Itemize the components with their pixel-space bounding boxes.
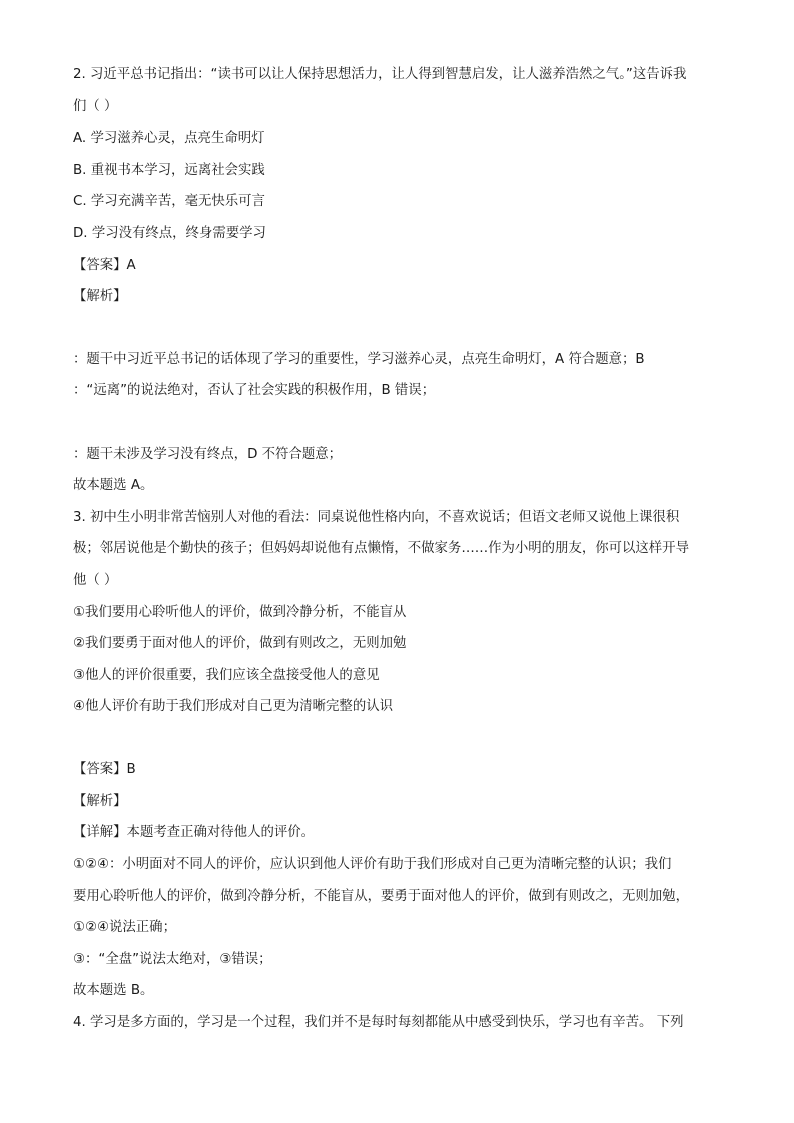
q3-detail-line1: 【详解】本题考查正确对待他人的评价。 — [73, 825, 315, 840]
q2-detail-line5: ：题干未涉及学习没有终点，D 不符合题意； — [73, 447, 342, 462]
q3-answer: 【答案】B — [73, 762, 136, 777]
q3-detail-line3: 要用心聆听他人的评价，做到冷静分析，不能盲从，要勇于面对他人的评价，做到有则改之，无则加勉， — [73, 889, 689, 904]
q2-conclusion: 故本题选 A。 — [73, 478, 154, 493]
q2-stem-line1: 2. 习近平总书记指出：“读书可以让人保持思想活力，让人得到智慧启发，让人滋养浩然之气。”这告诉我 — [73, 67, 687, 82]
q2-analysis-label: 【解析】 — [73, 289, 127, 304]
q2-option-b: B. 重视书本学习，远离社会实践 — [73, 163, 265, 178]
q2-option-d: D. 学习没有终点，终身需要学习 — [73, 226, 266, 241]
q2-detail-line3: ：“远离”的说法绝对，否认了社会实践的积极作用，B 错误； — [73, 383, 436, 398]
q3-stem-line2: 极；邻居说他是个勤快的孩子；但妈妈却说他有点懒惰，不做家务……作为小明的朋友，你可以这样开导 — [73, 541, 689, 556]
q2-option-c: C. 学习充满辛苦，毫无快乐可言 — [73, 194, 265, 209]
q2-detail-line2: ：题干中习近平总书记的话体现了学习的重要性，学习滋养心灵，点亮生命明灯，A 符合题意；B — [73, 352, 645, 367]
q3-detail-line2: ①②④：小明面对不同人的评价，应认识到他人评价有助于我们形成对自己更为清晰完整的认识；我们 — [73, 857, 672, 872]
q3-analysis-label: 【解析】 — [73, 794, 127, 809]
q3-detail-line4: ①②④说法正确； — [73, 920, 176, 935]
q3-statement-4: ④他人评价有助于我们形成对自己更为清晰完整的认识 — [73, 699, 393, 714]
q2-answer: 【答案】A — [73, 258, 136, 273]
q3-stem-line3: 他（ ） — [73, 573, 118, 588]
q2-option-a: A. 学习滋养心灵，点亮生命明灯 — [73, 131, 265, 146]
q3-stem-line1: 3. 初中生小明非常苦恼别人对他的看法：同桌说他性格内向，不喜欢说话；但语文老师又说他上课很积 — [73, 510, 680, 525]
q3-statement-3: ③他人的评价很重要，我们应该全盘接受他人的意见 — [73, 668, 380, 683]
q3-detail-line5: ③：“全盘”说法太绝对，③错误； — [73, 952, 272, 967]
q3-conclusion: 故本题选 B。 — [73, 983, 154, 998]
q3-statement-1: ①我们要用心聆听他人的评价，做到冷静分析，不能盲从 — [73, 605, 407, 620]
q4-stem-line1: 4. 学习是多方面的，学习是一个过程，我们并不是每时每刻都能从中感受到快乐，学习也有辛苦。 下列 — [73, 1015, 684, 1030]
q2-stem-line2: 们（ ） — [73, 99, 118, 114]
q3-statement-2: ②我们要勇于面对他人的评价，做到有则改之，无则加勉 — [73, 636, 407, 651]
